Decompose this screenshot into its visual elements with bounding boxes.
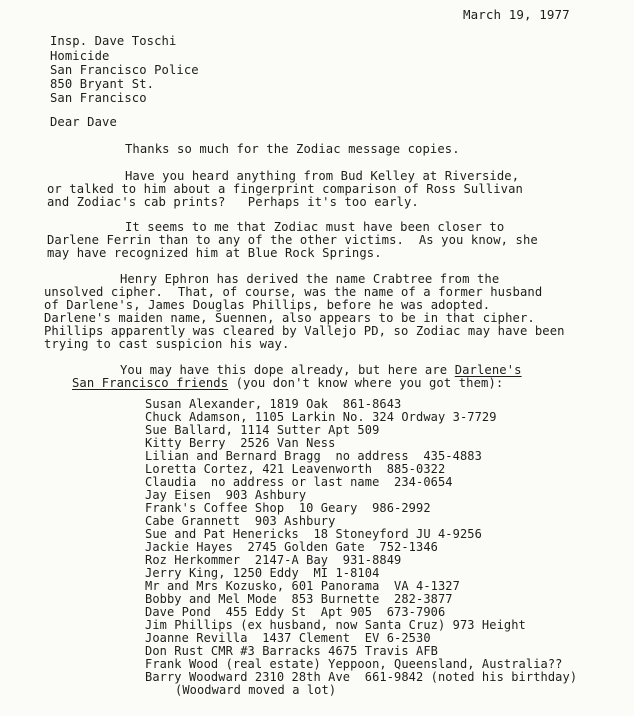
list-item: Mr and Mrs Kozusko, 601 Panorama VA 4-1327 bbox=[145, 579, 460, 593]
address-line: San Francisco Police bbox=[50, 63, 199, 77]
paragraph-line: Thanks so much for the Zodiac message copies. bbox=[125, 142, 460, 156]
paragraph-text: (you don't know where you got them): bbox=[228, 376, 504, 390]
paragraph-line: unsolved cipher. That, of course, was the name of a former husband bbox=[44, 285, 543, 299]
list-item: Sue Ballard, 1114 Sutter Apt 509 bbox=[145, 423, 380, 437]
list-item: Dave Pond 455 Eddy St Apt 905 673-7906 bbox=[145, 605, 446, 619]
paragraph-line: may have recognized him at Blue Rock Springs. bbox=[47, 246, 382, 260]
paragraph-line: Darlene Ferrin than to any of the other victims. As you know, she bbox=[47, 233, 538, 247]
paragraph-line: Have you heard anything from Bud Kelley at Riverside, bbox=[125, 169, 520, 183]
list-item: Loretta Cortez, 421 Leavenworth 885-0322 bbox=[145, 462, 446, 476]
address-line: 850 Bryant St. bbox=[50, 77, 155, 91]
paragraph-line bbox=[72, 377, 503, 390]
paragraph-line: trying to cast suspicion his way. bbox=[44, 337, 290, 351]
paragraph-line: of Darlene's, James Douglas Phillips, before he was adopted. bbox=[44, 298, 491, 312]
address-line: San Francisco bbox=[50, 91, 147, 105]
list-item: Frank Wood (real estate) Yeppoon, Queensland, Australia?? bbox=[145, 657, 563, 671]
list-item: Cabe Grannett 903 Ashbury bbox=[145, 514, 336, 528]
list-item: Frank's Coffee Shop 10 Geary 986-2992 bbox=[145, 501, 431, 515]
paragraph-line: Phillips apparently was cleared by Vallejo PD, so Zodiac may have been bbox=[44, 324, 565, 338]
list-item: Jerry King, 1250 Eddy MI 1-8104 bbox=[145, 566, 380, 580]
list-item: Susan Alexander, 1819 Oak 861-8643 bbox=[145, 397, 402, 411]
list-item: Roz Herkommer 2147-A Bay 931-8849 bbox=[145, 553, 402, 567]
paragraph-line: Henry Ephron has derived the name Crabtree from the bbox=[120, 272, 500, 286]
address-line: Insp. Dave Toschi bbox=[50, 34, 177, 48]
paragraph-text: You may have this dope already, but here are bbox=[120, 363, 455, 377]
list-item: Jackie Hayes 2745 Golden Gate 752-1346 bbox=[145, 540, 438, 554]
list-item: Chuck Adamson, 1105 Larkin No. 324 Ordway 3-7729 bbox=[145, 410, 497, 424]
letter-date: March 19, 1977 bbox=[463, 7, 570, 22]
salutation: Dear Dave bbox=[50, 115, 117, 129]
list-item: Lilian and Bernard Bragg no address 435-4883 bbox=[145, 449, 482, 463]
underlined-phrase: San Francisco friends bbox=[72, 376, 229, 390]
list-item: Jay Eisen 903 Ashbury bbox=[145, 488, 307, 502]
list-item: Bobby and Mel Mode 853 Burnette 282-3877 bbox=[145, 592, 453, 606]
list-item: Joanne Revilla 1437 Clement EV 6-2530 bbox=[145, 631, 431, 645]
underlined-name: Darlene's bbox=[454, 363, 522, 377]
list-item: Barry Woodward 2310 28th Ave 661-9842 (noted his birthday) bbox=[145, 670, 578, 684]
list-item: Don Rust CMR #3 Barracks 4675 Travis AFB bbox=[145, 644, 438, 658]
address-line: Homicide bbox=[50, 49, 110, 63]
list-item: Jim Phillips (ex husband, now Santa Cruz) 973 Height bbox=[145, 618, 526, 632]
list-item: (Woodward moved a lot) bbox=[175, 683, 337, 697]
paragraph-line: It seems to me that Zodiac must have been closer to bbox=[125, 220, 505, 234]
list-item: Kitty Berry 2526 Van Ness bbox=[145, 436, 336, 450]
paragraph-line: or talked to him about a fingerprint comparison of Ross Sullivan bbox=[47, 182, 523, 196]
list-item: Claudia no address or last name 234-0654 bbox=[145, 475, 453, 489]
list-item: Sue and Pat Henericks 18 Stoneyford JU 4-9256 bbox=[145, 527, 482, 541]
paragraph-line: and Zodiac's cab prints? Perhaps it's too early. bbox=[47, 195, 419, 209]
paragraph-line: Darlene's maiden name, Suennen, also appears to be in that cipher. bbox=[44, 311, 535, 325]
